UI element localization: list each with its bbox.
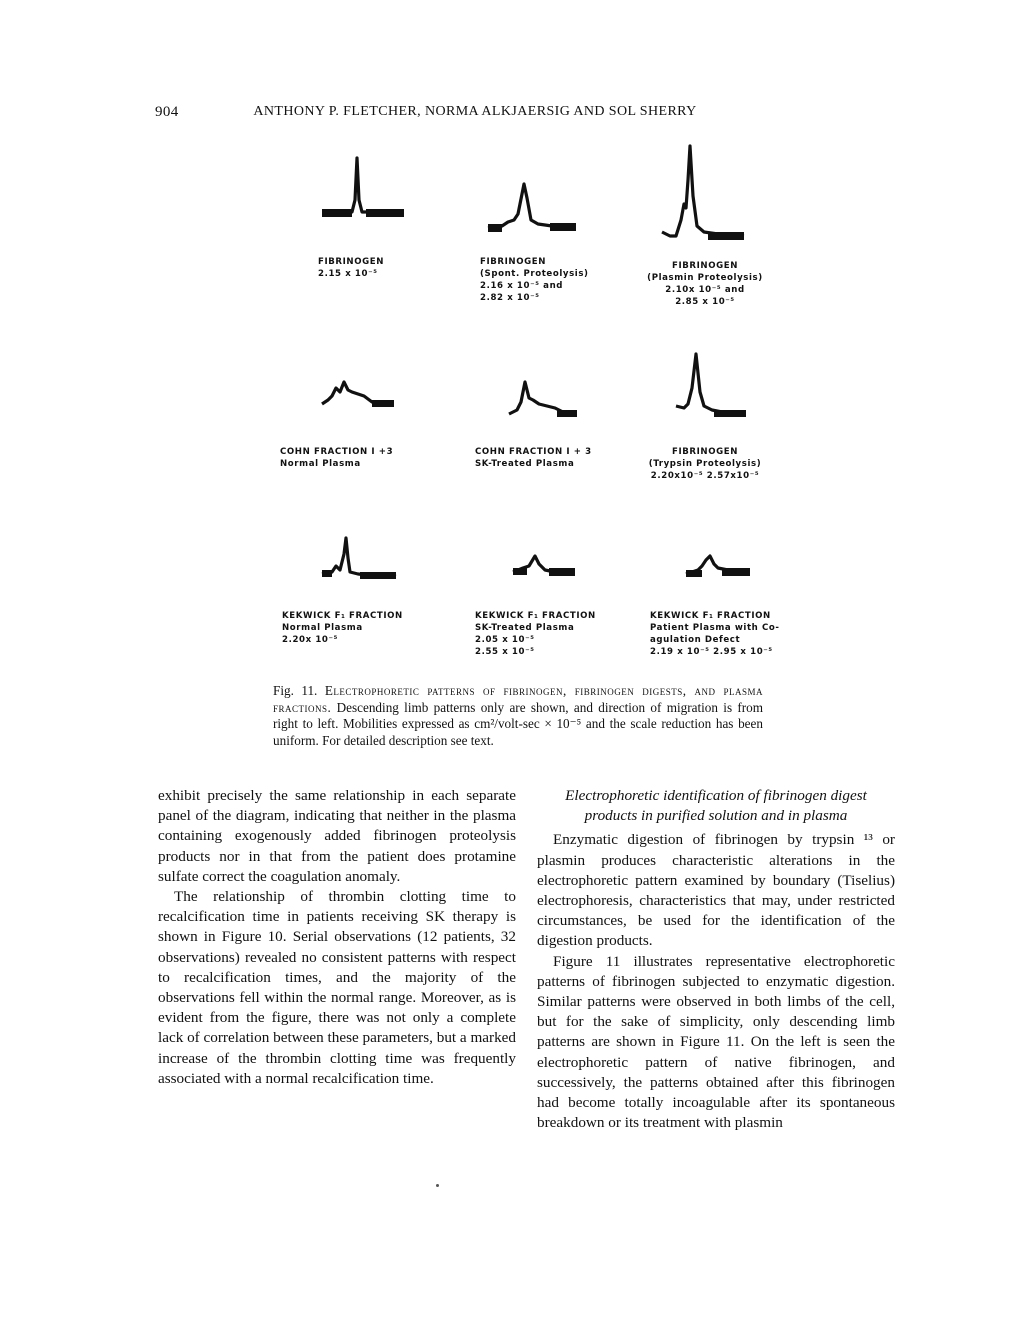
label-line: 2.19 x 10⁻⁵ 2.95 x 10⁻⁵ [650,647,773,657]
caption-label: Fig. 11. [273,683,318,698]
label-line: COHN FRACTION I +3 [280,447,394,457]
paragraph: Figure 11 illustrates representative electrophoretic patterns of fibrinogen subjected to enzymatic digestion. Similar patterns were observed in both limbs of the cell, but for the sake of simplicity, only descending limb patterns are shown in Figure 11. On the left is seen the electrophoretic pattern of native fibrinogen, and successively, the patterns obtained after this fibrinogen had become totally incoagulable after its spontaneous breakdown or its treatment with plasmin [537,952,895,1132]
caption-title: Electrophoretic patterns of fibrinogen, fibrinogen digests, and plasma fractions. [273,683,763,715]
label-line: FIBRINOGEN [318,257,385,267]
label-line: agulation Defect [650,635,741,645]
label-line: Patient Plasma with Co- [650,623,780,633]
label-line: (Trypsin Proteolysis) [648,459,762,469]
panel-kekwick-normal [280,528,430,646]
body-column-right [537,786,895,1133]
panel-fibrinogen-spontaneous [470,140,620,304]
label-line: (Plasmin Proteolysis) [647,273,763,283]
label-line: FIBRINOGEN [480,257,547,267]
page-number: 904 [155,104,179,120]
label-line: FIBRINOGEN [671,447,739,457]
paragraph: Enzymatic digestion of fibrinogen by trypsin ¹³ or plasmin produces characteristic alterations in the electrophoretic pattern examined by boundary (Tiselius) electrophoresis, characteristics that may, under restricted circumstances, be used for the identification of the digestion products. [537,831,895,950]
panel-label [318,256,450,280]
electrophoretic-trace [648,140,768,252]
panel-label [640,260,770,308]
panel-fibrinogen-native [300,140,450,280]
electrophoretic-trace [473,348,593,460]
label-line: 2.82 x 10⁻⁵ [480,293,540,303]
label-line: KEKWICK F₁ FRACTION [650,611,771,621]
section-heading: Electrophoretic identification of fibrinogen digest products in purified solution and in plasma [565,787,867,825]
panel-fibrinogen-plasmin [640,140,790,308]
panel-label [475,446,615,470]
stray-mark [436,1184,439,1187]
label-line: FIBRINOGEN [671,261,739,271]
label-line: 2.05 x 10⁻⁵ [475,635,535,645]
figure-11 [270,140,790,680]
body-column-left [158,786,516,1089]
electrophoretic-trace [478,140,598,252]
panel-label [475,610,615,658]
label-line: 2.85 x 10⁻⁵ [675,297,735,307]
page-header [155,104,795,126]
electrophoretic-trace [648,348,768,460]
panel-label [650,610,790,658]
panel-cohn-normal [280,348,430,470]
panel-cohn-sk [465,348,615,470]
label-line: SK-Treated Plasma [475,623,575,633]
panel-label [282,610,430,646]
label-line: 2.16 x 10⁻⁵ and [480,281,564,291]
label-line: 2.10x 10⁻⁵ and [665,285,745,295]
panel-label [280,446,430,470]
panel-label [640,446,770,482]
running-head: ANTHONY P. FLETCHER, NORMA ALKJAERSIG AND SOL SHERRY [253,104,697,119]
electrophoretic-trace [308,140,428,252]
label-line: 2.15 x 10⁻⁵ [318,269,378,279]
label-line: 2.55 x 10⁻⁵ [475,647,535,657]
label-line: 2.20x10⁻⁵ 2.57x10⁻⁵ [650,471,760,481]
panel-kekwick-sk [465,528,615,658]
label-line: KEKWICK F₁ FRACTION [282,611,403,621]
label-line: Normal Plasma [282,623,363,633]
label-line: 2.20x 10⁻⁵ [282,635,338,645]
label-line: Normal Plasma [280,459,361,469]
label-line: (Spont. Proteolysis) [480,269,589,279]
electrophoretic-trace [288,348,408,460]
figure-caption [273,683,763,749]
label-line: KEKWICK F₁ FRACTION [475,611,596,621]
paragraph: The relationship of thrombin clotting time to recalcification time in patients receiving SK therapy is shown in Figure 10. Serial observations (12 patients, 32 observations) revealed no consistent patterns with respect to recalcification times, and the majority of the observations fell within the normal range. Moreover, as is evident from the figure, there was not only a complete lack of correlation between these parameters, but a marked increase of the thrombin clotting time was frequently associated with a normal recalcification time. [158,888,517,1087]
label-line: SK-Treated Plasma [475,459,575,469]
label-line: COHN FRACTION I + 3 [475,447,592,457]
panel-label [480,256,620,304]
panel-kekwick-patient [640,528,790,658]
paragraph: exhibit precisely the same relationship in each separate panel of the diagram, indicating that neither in the plasma containing exogenously added fibrinogen proteolysis products nor in that from the patient does protamine sulfate correct the coagulation anomaly. [158,787,516,885]
panel-fibrinogen-trypsin [640,348,790,482]
caption-body: Descending limb patterns only are shown, and direction of migration is from right to left. Mobilities expressed as cm²/volt-sec × 10⁻⁵ and the scale reduction has been uniform. For detailed description see text. [273,699,764,748]
